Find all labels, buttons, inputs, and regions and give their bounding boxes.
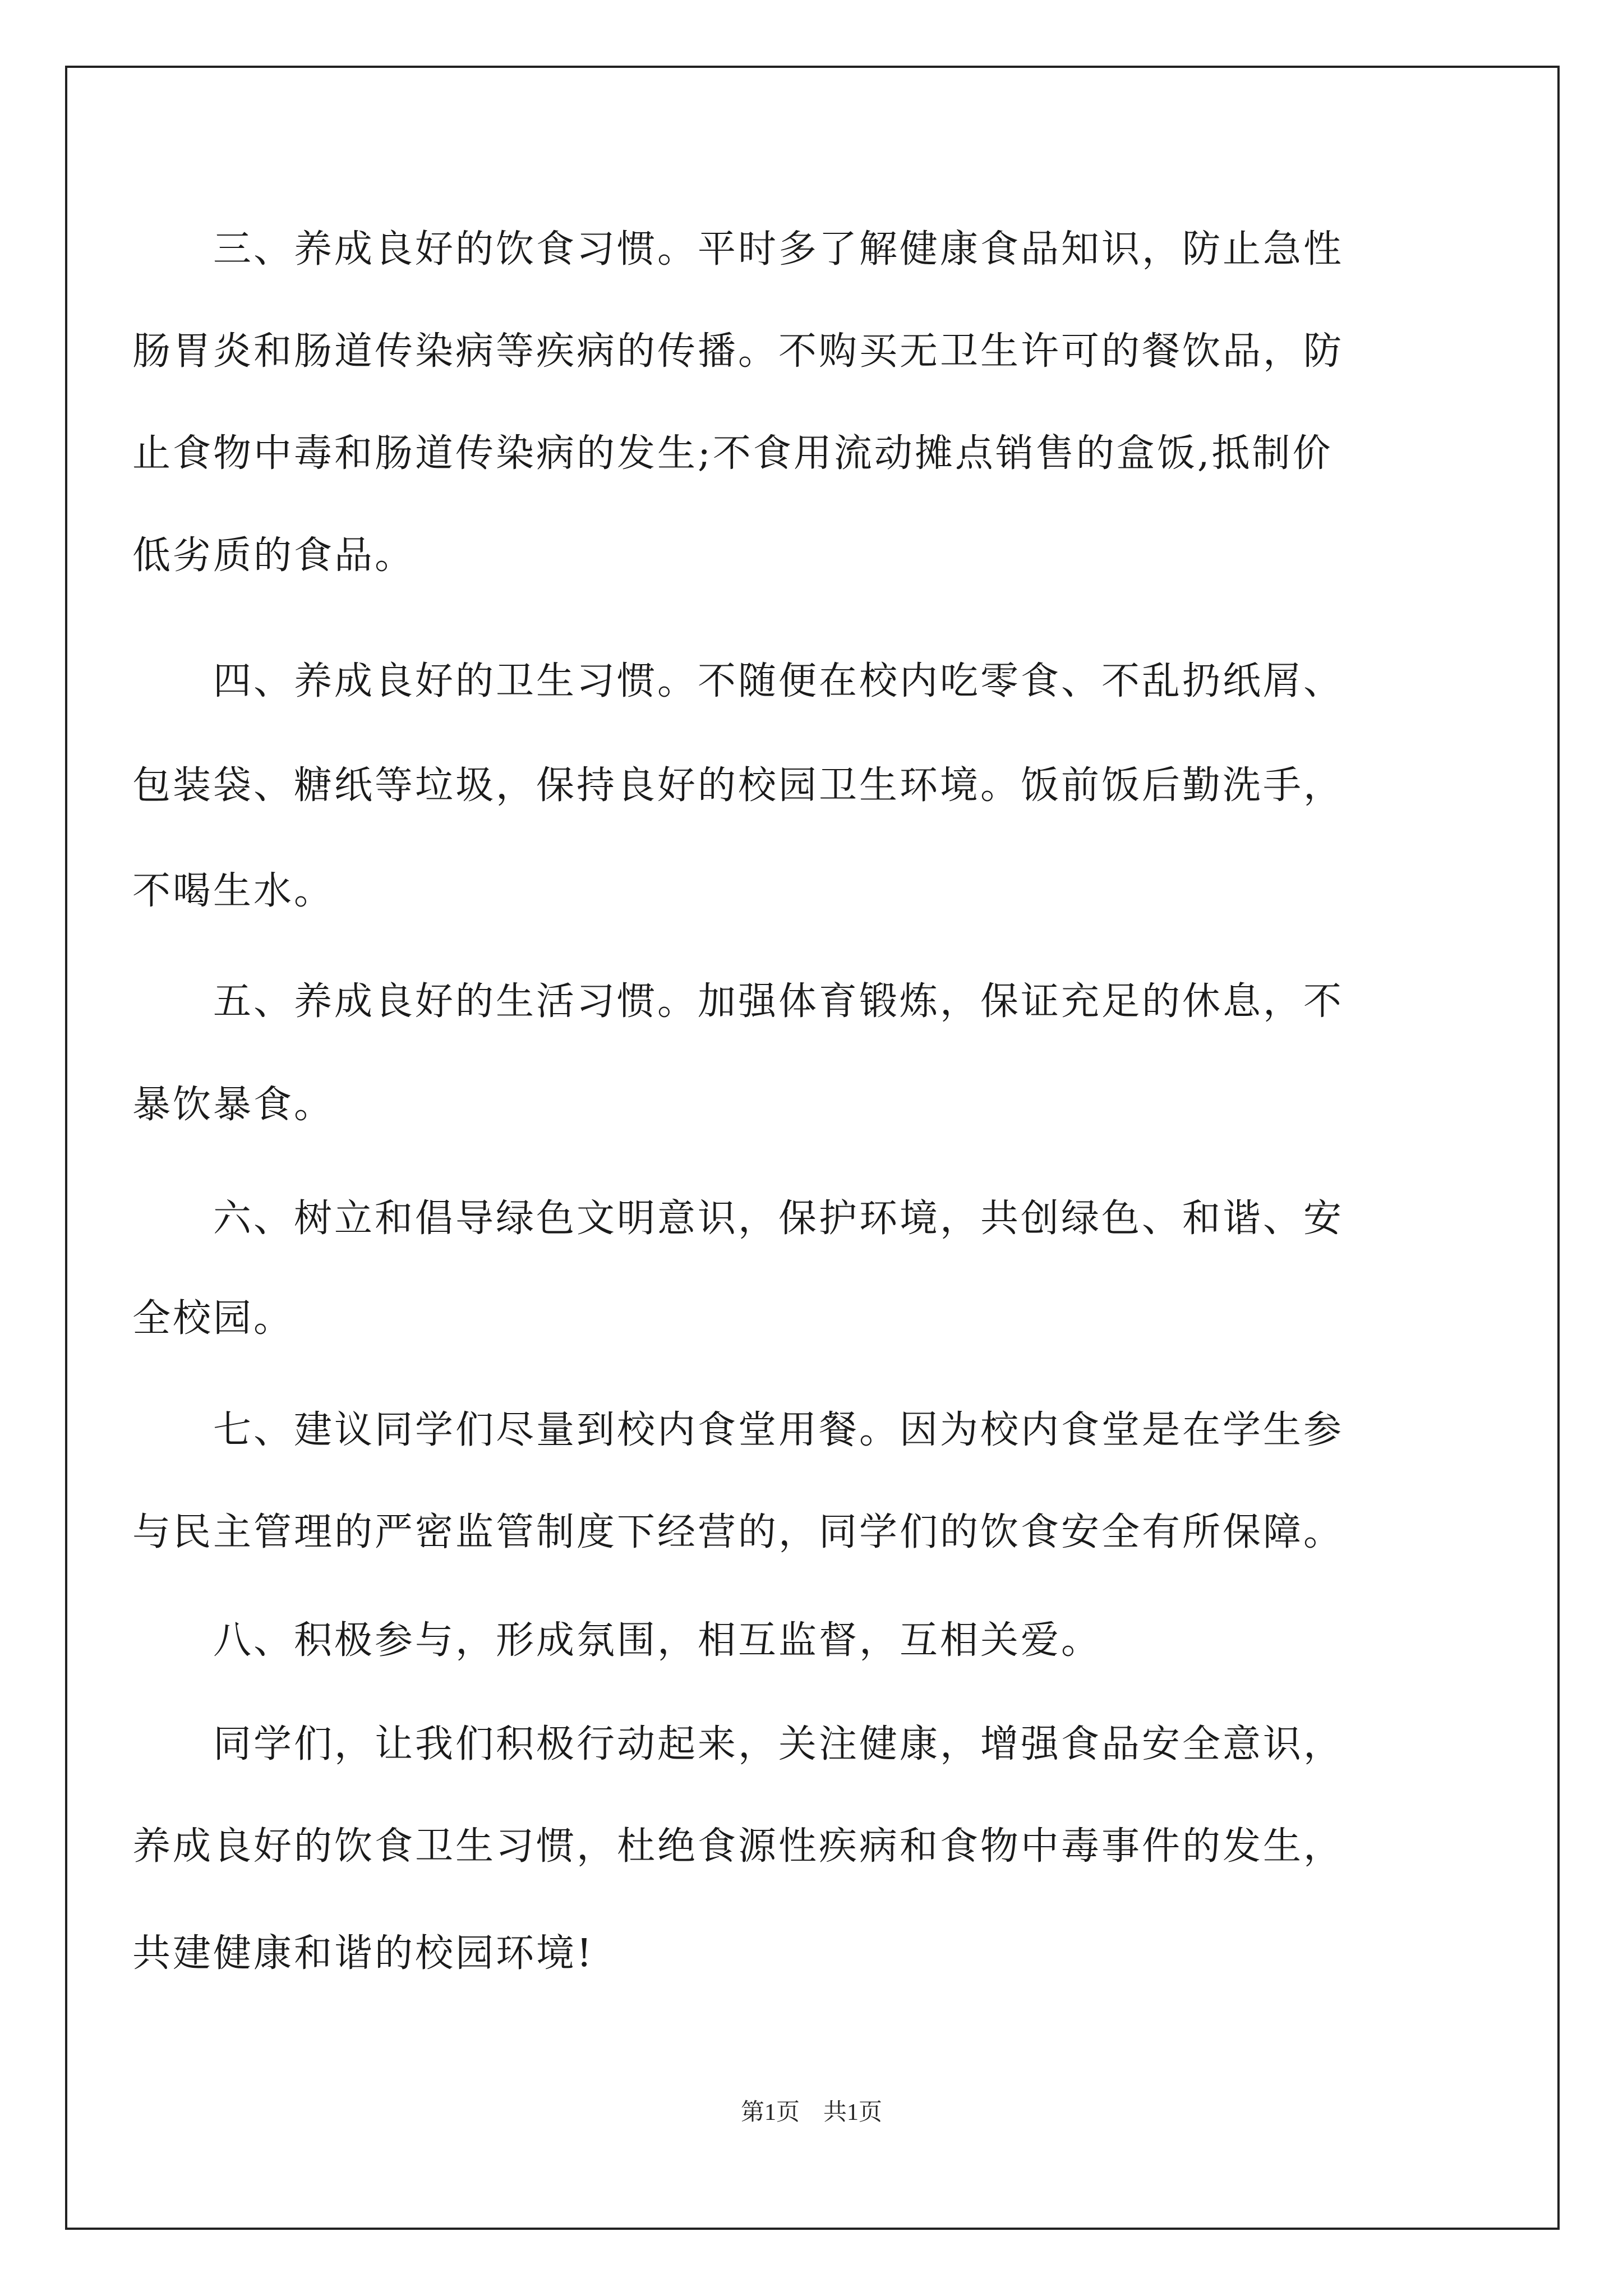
paragraph-2-line-1: 四、养成良好的卫生习惯。不随便在校内吃零食、不乱扔纸屑、	[132, 659, 1344, 703]
paragraph-3-line-2: 暴饮暴食。	[132, 1083, 335, 1127]
paragraph-1-line-4: 低劣质的食品。	[132, 533, 416, 578]
paragraph-7-line-2: 养成良好的饮食卫生习惯，杜绝食源性疾病和食物中毒事件的发生，	[132, 1824, 1344, 1869]
paragraph-2-line-2: 包装袋、糖纸等垃圾，保持良好的校园卫生环境。饭前饭后勤洗手，	[132, 763, 1344, 808]
paragraph-5-line-2: 与民主管理的严密监管制度下经营的，同学们的饮食安全有所保障。	[132, 1510, 1344, 1554]
paragraph-1-line-2: 肠胃炎和肠道传染病等疾病的传播。不购买无卫生许可的餐饮品，防	[132, 329, 1344, 374]
paragraph-7-line-3: 共建健康和谐的校园环境!	[132, 1931, 594, 1976]
paragraph-1-line-3: 止食物中毒和肠道传染病的发生;不食用流动摊点销售的盒饭,抵制价	[132, 431, 1333, 476]
paragraph-5-line-1: 七、建议同学们尽量到校内食堂用餐。因为校内食堂是在学生参	[132, 1408, 1344, 1452]
paragraph-4-line-2: 全校园。	[132, 1296, 294, 1341]
page-number: 第1页 共1页	[740, 2100, 882, 2125]
paragraph-1-line-1: 三、养成良好的饮食习惯。平时多了解健康食品知识，防止急性	[132, 227, 1344, 272]
paragraph-7-line-1: 同学们，让我们积极行动起来，关注健康，增强食品安全意识，	[132, 1722, 1344, 1766]
page-border	[65, 66, 1560, 2230]
paragraph-6-line-1: 八、积极参与，形成氛围，相互监督，互相关爱。	[132, 1618, 1102, 1663]
paragraph-3-line-1: 五、养成良好的生活习惯。加强体育锻炼，保证充足的休息，不	[132, 979, 1344, 1024]
paragraph-2-line-3: 不喝生水。	[132, 869, 335, 913]
paragraph-4-line-1: 六、树立和倡导绿色文明意识，保护环境，共创绿色、和谐、安	[132, 1197, 1344, 1241]
